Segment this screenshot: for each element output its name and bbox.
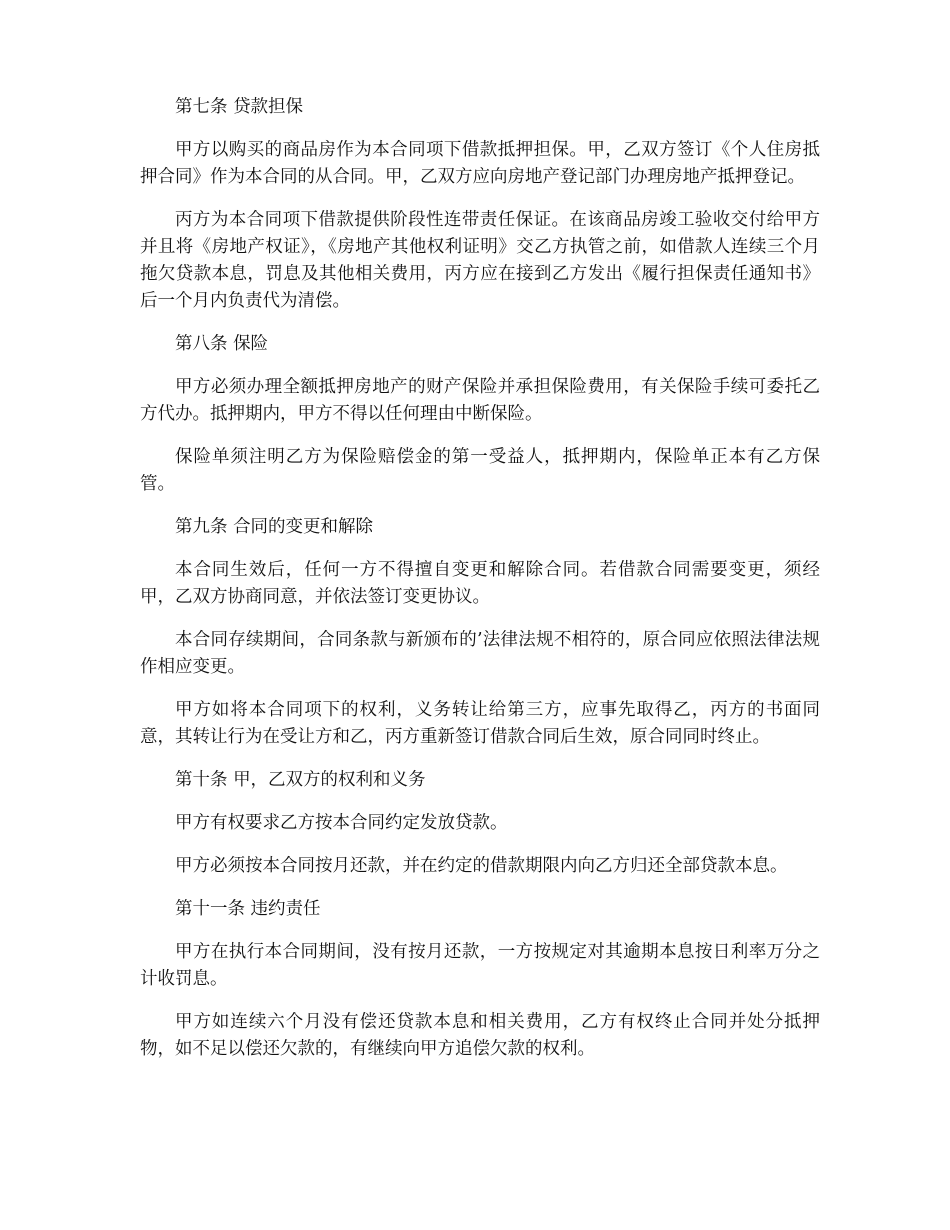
article-7-paragraph-2: 丙方为本合同项下借款提供阶段性连带责任保证。在该商品房竣工验收交付给甲方并且将《房地产权证》，《房地产其他权利证明》交乙方执管之前，如借款人连续三个月拖欠贷款本息，罚息及其他相关费用，丙方应在接到乙方发出《履行担保责任通知书》后一个月内负责代为清偿。 (140, 210, 820, 311)
article-10-paragraph-2: 甲方必须按本合同按月还款，并在约定的借款期限内向乙方归还全部贷款本息。 (175, 856, 788, 876)
document-body (140, 94, 820, 1079)
article-10-paragraph-1: 甲方有权要求乙方按本合同约定发放贷款。 (175, 813, 508, 833)
article-7-heading: 第七条 贷款担保 (175, 97, 304, 117)
article-11-paragraph-1: 甲方在执行本合同期间，没有按月还款，一方按规定对其逾期本息按日利率万分之计收罚息。 (140, 942, 820, 989)
article-11-heading: 第十一条 违约责任 (175, 899, 321, 919)
article-11-paragraph-2: 甲方如连续六个月没有偿还贷款本息和相关费用，乙方有权终止合同并处分抵押物，如不足以偿还欠款的，有继续向甲方追偿欠款的权利。 (140, 1012, 820, 1059)
article-9-paragraph-3: 甲方如将本合同项下的权利，义务转让给第三方，应事先取得乙，丙方的书面同意，其转让行为在受让方和乙，丙方重新签订借款合同后生效，原合同同时终止。 (140, 700, 820, 747)
article-8-paragraph-2: 保险单须注明乙方为保险赔偿金的第一受益人，抵押期内，保险单正本有乙方保管。 (140, 447, 820, 494)
article-7-paragraph-1: 甲方以购买的商品房作为本合同项下借款抵押担保。甲，乙双方签订《个人住房抵押合同》作为本合同的从合同。甲，乙双方应向房地产登记部门办理房地产抵押登记。 (140, 140, 820, 187)
article-8-heading: 第八条 保险 (175, 334, 269, 354)
article-9-heading: 第九条 合同的变更和解除 (175, 517, 374, 537)
article-10-heading: 第十条 甲，乙双方的权利和义务 (175, 770, 426, 790)
article-9-paragraph-2: 本合同存续期间，合同条款与新颁布的’法律法规不相符的，原合同应依照法律法规作相应变更。 (140, 630, 820, 677)
article-9-paragraph-1: 本合同生效后，任何一方不得擅自变更和解除合同。若借款合同需要变更，须经甲，乙双方协商同意，并依法签订变更协议。 (140, 560, 820, 607)
article-8-paragraph-1: 甲方必须办理全额抵押房地产的财产保险并承担保险费用，有关保险手续可委托乙方代办。抵押期内，甲方不得以任何理由中断保险。 (140, 377, 820, 424)
